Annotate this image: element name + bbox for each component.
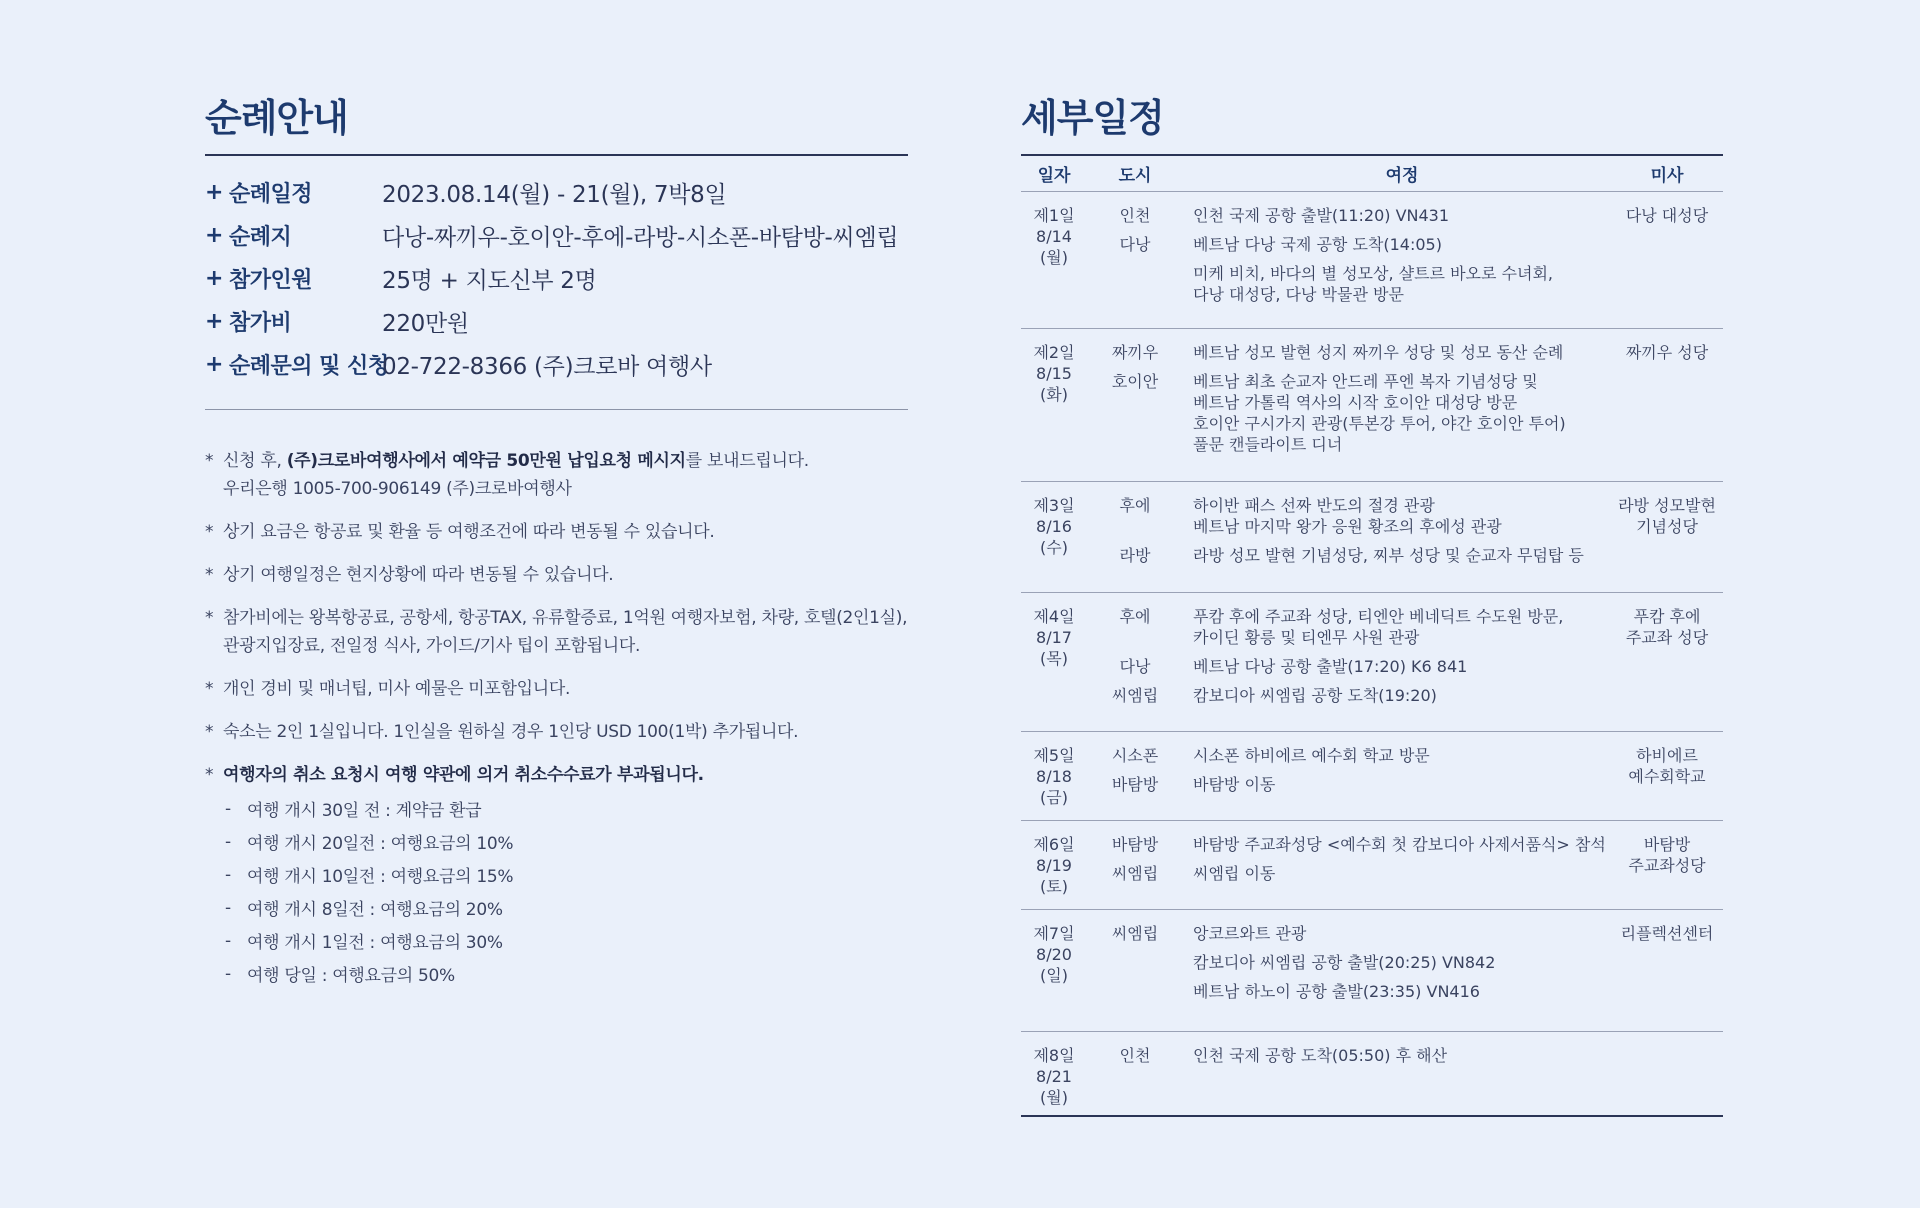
day-date: 8/20 [1036,945,1072,964]
mass-cell: 짜끼우 성당 [1625,343,1709,362]
itinerary-cell: 베트남 최초 순교자 안드레 푸엔 복자 기념성당 및 베트남 가톨릭 역사의 시작 호이안 대성당 방문 호이안 구시가지 관광(투본강 투어, 야간 호이안 투어) 풀문 캔들라이트 디너 [1193,372,1566,454]
day-weekday: (화) [1040,385,1068,404]
note-text: 숙소는 2인 1실입니다. 1인실을 원하실 경우 1인당 USD 100(1박) 추가됩니다. [223,722,799,742]
itinerary-item [1087,923,1611,944]
itinerary-item [1087,656,1611,677]
day-number: 제4일 [1033,607,1075,626]
table-row [1021,481,1723,592]
list-item [205,792,908,825]
itinerary-lines [1087,923,1611,1031]
bank-account-text: 우리은행 1005-700-906149 (주)크로바여행사 [223,479,572,499]
day-weekday: (월) [1040,248,1068,267]
list-item-text: 여행 개시 1일전 : 여행요금의 30% [247,933,503,953]
city-cell: 다낭 [1119,657,1151,676]
day-cell [1021,1045,1087,1115]
dash-icon: - [225,864,231,885]
itinerary-item [1087,981,1611,1002]
itinerary-cell: 씨엠립 이동 [1193,864,1276,883]
itinerary-item [1087,834,1611,855]
itinerary-item [1087,342,1611,363]
note-fare-change [205,518,908,546]
list-item-text: 여행 개시 10일전 : 여행요금의 15% [247,867,514,887]
asterisk-icon: * [205,565,214,585]
mass-cell: 하비에르 예수회학교 [1628,746,1706,786]
itinerary-cell: 베트남 하노이 공항 출발(23:35) VN416 [1193,982,1480,1001]
day-cell [1021,745,1087,820]
itinerary-cell: 앙코르와트 관광 [1193,924,1307,943]
list-item [205,825,908,858]
itinerary-item [1087,685,1611,706]
day-cell [1021,342,1087,481]
day-date: 8/21 [1036,1067,1072,1086]
day-number: 제1일 [1033,206,1075,225]
info-label: 순례지 [229,225,292,250]
itinerary-cell: 베트남 성모 발현 성지 짜끼우 성당 및 성모 동산 순례 [1193,343,1564,362]
asterisk-icon: * [205,722,214,742]
itinerary-item [1087,606,1611,648]
table-row [1021,191,1723,328]
column-header-mass: 미사 [1650,166,1684,186]
itinerary-lines [1087,205,1611,328]
notes-list [205,410,908,990]
column-header-day: 일자 [1037,166,1071,186]
dash-icon: - [225,831,231,852]
day-weekday: (일) [1040,966,1068,985]
itinerary-lines [1087,495,1611,592]
pilgrimage-info-section [205,92,908,990]
section-title-detailed-schedule: 세부일정 [1021,96,1164,140]
day-number: 제8일 [1033,1046,1075,1065]
itinerary-item [1087,952,1611,973]
table-row [1021,592,1723,731]
city-cell [1087,981,1183,1002]
info-row-destinations [205,214,908,257]
schedule-table-header [1021,156,1723,191]
note-excluded [205,675,908,703]
day-date: 8/19 [1036,856,1072,875]
itinerary-item [1087,263,1611,305]
day-cell [1021,205,1087,328]
info-label: 순례문의 및 신청 [229,354,389,379]
info-row-fee [205,300,908,343]
info-row-contact [205,343,908,386]
info-value: 다낭-짜끼우-호이안-후에-라방-시소폰-바탐방-씨엠립 [382,225,899,251]
day-cell [1021,495,1087,592]
city-cell [1087,263,1183,305]
itinerary-item [1087,205,1611,226]
list-item [205,957,908,990]
itinerary-cell: 베트남 다낭 국제 공항 도착(14:05) [1193,235,1442,254]
plus-icon: + [205,266,224,291]
day-date: 8/18 [1036,767,1072,786]
itinerary-cell: 캄보디아 씨엠립 공항 도착(19:20) [1193,686,1437,705]
itinerary-lines [1087,834,1611,909]
itinerary-item [1087,371,1611,455]
asterisk-icon: * [205,522,214,542]
itinerary-item [1087,545,1611,566]
day-cell [1021,923,1087,1031]
itinerary-item [1087,774,1611,795]
itinerary-cell: 미케 비치, 바다의 별 성모상, 샬트르 바오로 수녀회, 다낭 대성당, 다낭 박물관 방문 [1193,264,1553,304]
table-row [1021,731,1723,820]
note-itinerary-change [205,561,908,589]
day-weekday: (수) [1040,538,1068,557]
dash-icon: - [225,897,231,918]
table-row [1021,820,1723,909]
city-cell: 다낭 [1119,235,1151,254]
dash-icon: - [225,963,231,984]
day-cell [1021,834,1087,909]
itinerary-cell: 베트남 다낭 공항 출발(17:20) K6 841 [1193,657,1468,676]
list-item-text: 여행 개시 30일 전 : 계약금 환급 [247,801,482,821]
day-number: 제6일 [1033,835,1075,854]
info-label: 참가인원 [229,268,313,293]
info-value: 02-722-8366 (주)크로바 여행사 [382,354,712,380]
day-number: 제7일 [1033,924,1075,943]
info-label: 순례일정 [229,182,313,207]
itinerary-lines [1087,745,1611,820]
mass-cell: 다낭 대성당 [1625,206,1709,225]
table-row [1021,328,1723,481]
plus-icon: + [205,352,224,377]
city-cell: 바탐방 [1111,835,1159,854]
plus-icon: + [205,309,224,334]
asterisk-icon: * [205,679,214,699]
city-cell: 인천 [1119,1046,1151,1065]
column-header-itinerary: 여정 [1385,166,1419,186]
asterisk-icon: * [205,451,214,471]
day-date: 8/17 [1036,628,1072,647]
mass-cell: 리플렉션센터 [1620,924,1714,943]
itinerary-cell: 인천 국제 공항 출발(11:20) VN431 [1193,206,1450,225]
table-row [1021,1031,1723,1115]
mass-cell: 푸캄 후에 주교좌 성당 [1625,607,1709,647]
divider [1021,1115,1723,1117]
note-text [223,604,907,660]
plus-icon: + [205,180,224,205]
info-value: 220만원 [382,311,469,337]
dash-icon: - [225,930,231,951]
city-cell: 후에 [1119,496,1151,515]
note-included [205,604,908,660]
schedule-table-body [1021,191,1723,1115]
day-date: 8/16 [1036,517,1072,536]
city-cell: 바탐방 [1111,775,1159,794]
note-text-part: 참가비에는 왕복항공료, 공항세, 항공TAX, 유류할증료, 1억원 여행자보험, 차량, 호텔(2인1실), [223,608,908,628]
city-cell [1087,952,1183,973]
mass-cell [1611,1045,1723,1115]
day-cell [1021,606,1087,731]
itinerary-lines [1087,1045,1611,1115]
list-item-text: 여행 당일 : 여행요금의 50% [247,966,455,986]
list-item [205,924,908,957]
mass-cell: 바탐방 주교좌성당 [1628,835,1706,875]
note-text-part: 를 보내드립니다. [685,451,809,471]
info-row-schedule [205,171,908,214]
itinerary-cell: 바탐방 주교좌성당 <예수회 첫 캄보디아 사제서품식> 참석 [1193,835,1606,854]
mass-cell: 라방 성모발현 기념성당 [1618,496,1716,536]
note-text: 여행자의 취소 요청시 여행 약관에 의거 취소수수료가 부과됩니다. [223,765,704,785]
note-text: 상기 요금은 항공료 및 환율 등 여행조건에 따라 변동될 수 있습니다. [223,522,715,542]
itinerary-cell: 시소폰 하비에르 예수회 학교 방문 [1193,746,1430,765]
itinerary-item [1087,863,1611,884]
day-weekday: (월) [1040,1088,1068,1107]
cancellation-fee-list [205,792,908,990]
list-item [205,858,908,891]
day-weekday: (목) [1040,649,1068,668]
day-number: 제5일 [1033,746,1075,765]
note-text-emphasis: (주)크로바여행사에서 예약금 50만원 납입요청 메시지 [286,451,686,471]
asterisk-icon: * [205,765,214,785]
info-row-participants [205,257,908,300]
day-date: 8/14 [1036,227,1072,246]
section-title-pilgrimage-info: 순례안내 [205,96,348,140]
city-cell: 짜끼우 [1111,343,1159,362]
city-cell: 후에 [1119,607,1151,626]
city-cell: 라방 [1119,546,1151,565]
note-deposit [205,447,908,503]
itinerary-cell: 캄보디아 씨엠립 공항 출발(20:25) VN842 [1193,953,1496,972]
itinerary-cell: 하이반 패스 선짜 반도의 절경 관광 베트남 마지막 왕가 응원 황조의 후에성 관광 [1193,496,1502,536]
itinerary-lines [1087,606,1611,731]
city-cell: 시소폰 [1111,746,1159,765]
info-value: 2023.08.14(월) - 21(월), 7박8일 [382,182,727,208]
itinerary-item [1087,745,1611,766]
itinerary-item [1087,1045,1611,1066]
note-text: 개인 경비 및 매너팁, 미사 예물은 미포함입니다. [223,679,571,699]
itinerary-cell: 인천 국제 공항 도착(05:50) 후 해산 [1193,1046,1448,1065]
day-number: 제2일 [1033,343,1075,362]
day-date: 8/15 [1036,364,1072,383]
city-cell: 씨엠립 [1111,924,1159,943]
column-header-city: 도시 [1118,166,1152,186]
info-list [205,156,908,409]
city-cell: 인천 [1119,206,1151,225]
day-weekday: (금) [1040,788,1068,807]
itinerary-item [1087,234,1611,255]
note-room [205,718,908,746]
itinerary-cell: 푸캄 후에 주교좌 성당, 티엔안 베네딕트 수도원 방문, 카이딘 황릉 및 티엔무 사원 관광 [1193,607,1564,647]
info-label: 참가비 [229,311,292,336]
list-item-text: 여행 개시 20일전 : 여행요금의 10% [247,834,514,854]
detailed-schedule-section [1021,92,1723,1117]
note-text-part: 신청 후, [223,451,287,471]
asterisk-icon: * [205,608,214,628]
dash-icon: - [225,798,231,819]
day-number: 제3일 [1033,496,1075,515]
city-cell: 호이안 [1111,372,1159,391]
itinerary-lines [1087,342,1611,481]
table-row [1021,909,1723,1031]
plus-icon: + [205,223,224,248]
itinerary-cell: 바탐방 이동 [1193,775,1276,794]
list-item [205,891,908,924]
list-item-text: 여행 개시 8일전 : 여행요금의 20% [247,900,503,920]
itinerary-cell: 라방 성모 발현 기념성당, 찌부 성당 및 순교자 무덤탑 등 [1193,546,1584,565]
note-cancellation [205,761,908,789]
city-cell: 씨엠립 [1111,864,1159,883]
info-value: 25명 + 지도신부 2명 [382,268,597,294]
note-text-part: 관광지입장료, 전일정 식사, 가이드/기사 팁이 포함됩니다. [223,636,641,656]
note-text [223,447,809,503]
city-cell: 씨엠립 [1111,686,1159,705]
itinerary-item [1087,495,1611,537]
day-weekday: (토) [1040,877,1068,896]
note-text: 상기 여행일정은 현지상황에 따라 변동될 수 있습니다. [223,565,614,585]
